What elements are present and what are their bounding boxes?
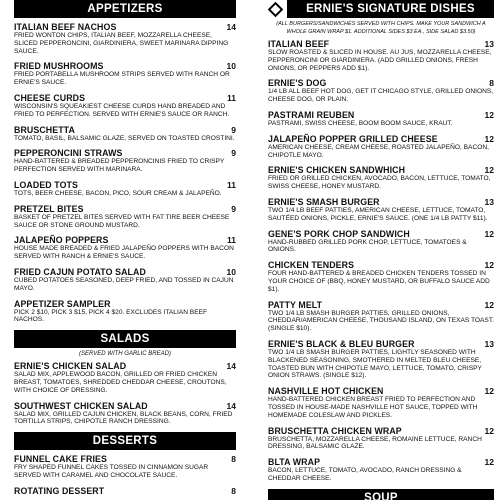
item-price: 12 [484, 165, 494, 176]
menu-item [14, 361, 236, 394]
item-name: ROTATING DESSERT [14, 485, 105, 496]
menu-item [268, 78, 494, 104]
menu-item [14, 401, 236, 427]
menu-item [268, 197, 494, 223]
menu-item [14, 486, 236, 496]
item-price: 11 [227, 235, 236, 246]
item-description: PICK 2 $10, PICK 3 $15, PICK 4 $20. EXCLUDES ITALIAN BEEF NACHOS. [14, 308, 208, 324]
menu-item [14, 61, 236, 87]
item-price: 12 [484, 457, 494, 468]
item-description: HAND-BATTERED CHICKEN BREAST FRIED TO PERFECTION AND TOSSED IN HOUSE-MADE NASHVILLE HOT SAUCE, TOPPED WITH HOMEMADE COLESLAW AND PICKLES. [268, 396, 478, 419]
item-name: PATTY MELT [268, 299, 323, 310]
menu-item [14, 267, 236, 293]
item-price: 8 [231, 454, 236, 465]
item-name: SOUTHWEST CHICKEN SALAD [14, 400, 148, 411]
item-price: 9 [231, 203, 236, 214]
item-price: 9 [231, 148, 236, 159]
menu-item [14, 180, 236, 198]
item-price: 14 [226, 400, 236, 411]
menu-item [268, 229, 494, 255]
item-description: BRUSCHETTA, MOZZARELLA CHEESE, ROMAINE LETTUCE, RANCH DRESSING, BALSAMIC GLAZE. [268, 435, 482, 451]
item-price: 10 [226, 61, 236, 72]
menu-item [268, 39, 494, 72]
item-name: ERNIE'S CHICKEN SANDWHICH [268, 165, 406, 176]
item-name: ERNIE'S BLACK & BLEU BURGER [268, 338, 415, 349]
menu-item [268, 386, 494, 419]
item-name: CHICKEN TENDERS [268, 260, 355, 271]
appetizers-header: APPETIZERS [14, 0, 236, 18]
item-price: 8 [489, 78, 494, 89]
item-description: WISCONSIN'S SQUEAKIEST CHEESE CURDS HAND BREADED AND FRIED TO PERFECTION. SERVED WITH ERNIE'S SAUCE OR RANCH. [14, 102, 230, 118]
menu-item [268, 165, 494, 191]
menu-item [14, 93, 236, 119]
item-price: 12 [484, 299, 494, 310]
salads-note: (SERVED WITH GARLIC BREAD) [79, 351, 171, 358]
item-description: FRIED OR GRILLED CHICKEN, AVOCADO, BACON, LETTUCE, TOMATO, SWISS CHEESE, HONEY MUSTARD. [268, 175, 491, 191]
item-price: 14 [226, 361, 236, 372]
item-name: JALAPEÑO POPPERS [14, 235, 109, 246]
signature-list [268, 39, 494, 483]
item-name: BRUSCHETTA [14, 124, 75, 135]
item-name: FRIED MUSHROOMS [14, 61, 104, 72]
item-name: PRETZEL BITES [14, 203, 84, 214]
item-price: 10 [226, 266, 236, 277]
item-description: FRIED PORTABELLA MUSHROOM STRIPS SERVED WITH RANCH OR ERNIE'S SAUCE. [14, 71, 230, 87]
item-price: 11 [227, 92, 236, 103]
item-price: 12 [484, 425, 494, 436]
item-description: TOTS, BEER CHEESE, BACON, PICO, SOUR CREAM & JALAPEÑO. [14, 189, 222, 197]
item-name: APPETIZER SAMPLER [14, 298, 111, 309]
item-name: ERNIE'S CHICKEN SALAD [14, 361, 127, 372]
appetizers-list [14, 22, 236, 324]
signature-header-row [268, 0, 494, 18]
menu-item [268, 300, 494, 333]
item-name: PASTRAMI REUBEN [268, 109, 355, 120]
item-description: BACON, LETTUCE, TOMATO, AVOCADO, RANCH DRESSING & CHEDDAR CHEESE. [268, 467, 462, 482]
item-description: PASTRAMI, SWISS CHEESE, BOOM BOOM SAUCE, KRAUT. [268, 119, 453, 127]
item-price: 14 [226, 22, 236, 32]
item-price: 12 [484, 260, 494, 271]
menu-item [14, 22, 236, 55]
item-description: SALAD MIX, APPLEWOOD BACON, GRILLED OR FRIED CHICKEN BREAST, TOMATOES, SHREDDED CHEDDAR CHEESE, CROUTONS, WITH CHOICE OF DRESSING. [14, 371, 227, 394]
menu-item [268, 110, 494, 128]
desserts-header: DESSERTS [14, 432, 236, 450]
item-description: SLOW ROASTED & SLICED IN HOUSE. AU JUS, MOZZARELLA CHEESE, PEPPERONCINI OR GIARDINIERA. (ADD GRILLED ONIONS, FRESH ONIONS, OR PEPPERS ADD $1). [268, 49, 492, 72]
item-description: HAND-BATTERED & BREADED PEPPERONCINIS FRIED TO CRISPY PERFECTION SERVED WITH MARINARA. [14, 158, 225, 174]
menu-item [268, 260, 494, 293]
item-price: 9 [231, 124, 236, 135]
item-name: BRUSCHETTA CHICKEN WRAP [268, 425, 402, 436]
signature-header: ERNIE'S SIGNATURE DISHES [287, 0, 494, 18]
item-name: ERNIE'S DOG [268, 78, 327, 89]
item-price: 12 [484, 228, 494, 239]
item-description: HOUSE MADE BREADED & FRIED JALAPEÑO POPPERS WITH BACON SERVED WITH RANCH & ERNIE'S SAUCE. [14, 245, 234, 261]
item-description: BASKET OF PRETZEL BITES SERVED WITH FAT TIRE BEER CHEESE SAUCE OR STONE GROUND MUSTARD. [14, 213, 230, 229]
item-name: NASHVILLE HOT CHICKEN [268, 386, 384, 397]
item-description: TOMATO, BASIL, BALSAMIC GLAZE, SERVED ON TOASTED CROSTINI. [14, 134, 235, 142]
item-description: CUBED POTATOES SEASONED, DEEP FRIED, AND TOSSED IN CAJUN MAYO. [14, 276, 234, 292]
salads-header: SALADS [14, 330, 236, 348]
item-description: TWO 1/4 LB SMASH BURGER PATTIES, GRILLED ONIONS, CHEDDAR/AMERICAN CHEESE, THOUSAND ISLAND, ON TEXAS TOAST. (SINGLE $10). [268, 309, 494, 333]
item-price: 13 [484, 39, 494, 49]
item-price: 12 [484, 133, 494, 144]
menu-item [268, 339, 494, 380]
item-name: GENE'S PORK CHOP SANDWICH [268, 228, 410, 239]
item-name: PEPPERONCINI STRAWS [14, 148, 123, 159]
item-description: FRIED WONTON CHIPS, ITALIAN BEEF, MOZZARELLA CHEESE, SLICED PEPPERONCINI, GIARDINIERA, SWEET MARINARA DIPPING SAUCE. [14, 32, 229, 55]
signature-note: (ALL BURGERS/SANDWICHES SERVED WITH CHIPS. MAKE YOUR SANDWICH A WHOLE GRAIN WRAP $1. ADDITIONAL SIDES $3 EA., SIDE SALAD $3.50) [276, 21, 486, 35]
item-description: TWO 1/4 LB BEEF PATTIES, AMERICAN CHEESE, LETTUCE, TOMATO, SAUTÉED ONIONS, PICKLE, ERNIE'S SAUCE. (ONE 1/4 LB PATTY $11). [268, 206, 488, 222]
right-column [268, 0, 494, 500]
item-description: FOUR HAND-BATTERED & BREADED CHICKEN TENDERS TOSSED IN YOUR CHOICE OF (BBQ, HONEY MUSTARD, OR BUFFALO SAUCE ADD $1). [268, 270, 490, 293]
menu-item [14, 235, 236, 261]
menu-item [14, 148, 236, 174]
item-name: FUNNEL CAKE FRIES [14, 454, 107, 465]
soup-header: SOUP [268, 489, 494, 500]
menu-item [268, 426, 494, 452]
item-name: ERNIE'S SMASH BURGER [268, 196, 380, 207]
item-description: AMERICAN CHEESE, CREAM CHEESE, ROASTED JALAPEÑO, BACON, CHIPOTLE MAYO. [268, 143, 489, 159]
item-name: FRIED CAJUN POTATO SALAD [14, 266, 146, 277]
menu-item [14, 204, 236, 230]
item-name: ITALIAN BEEF [268, 39, 330, 49]
item-name: CHEESE CURDS [14, 92, 86, 103]
desserts-list [14, 454, 236, 496]
item-price: 12 [484, 386, 494, 397]
item-description: FRY SHAPED FUNNEL CAKES TOSSED IN CINNAMON SUGAR SERVED WITH CARAMEL AND CHOCOLATE SAUCE. [14, 464, 209, 479]
item-price: 13 [484, 196, 494, 207]
menu-item [14, 299, 236, 325]
salads-list [14, 361, 236, 426]
item-name: ITALIAN BEEF NACHOS [14, 22, 117, 32]
menu-item [268, 457, 494, 483]
item-description: SALAD MIX, GRILLED CAJUN CHICKEN, BLACK BEANS, CORN, FRIED TORTILLA STRIPS, CHIPOTLE RANCH DRESSING. [14, 410, 233, 426]
item-description: HAND-RUBBED GRILLED PORK CHOP, LETTUCE, TOMATOES & ONIONS. [268, 238, 467, 254]
item-name: JALAPEÑO POPPER GRILLED CHEESE [268, 133, 438, 144]
menu-item [268, 134, 494, 160]
item-price: 8 [231, 485, 236, 496]
left-column [14, 0, 236, 500]
item-name: LOADED TOTS [14, 179, 78, 190]
menu-item [14, 125, 236, 143]
menu-item [14, 454, 236, 480]
item-description: TWO 1/4 LB SMASH BURGER PATTIES, LIGHTLY SEASONED WITH BLACKENED SEASONING, SMOTHERED IN MELTED BLEU CHEESE, TOASTED BUN WITH CHIPOTLE MAYO, LETTUCE, TOMATO, CRISPY ONION STRAWS. (SINGLE $12). [268, 348, 482, 380]
item-description: 1/4 LB ALL BEEF HOT DOG, GET IT CHICAGO STYLE, GRILLED ONIONS, CHEESE DOG, OR PLAIN. [268, 88, 494, 104]
item-name: BLTA WRAP [268, 457, 321, 468]
item-price: 12 [484, 109, 494, 120]
diamond-ornament-icon [268, 1, 284, 17]
item-price: 13 [484, 338, 494, 349]
item-price: 11 [227, 179, 236, 190]
